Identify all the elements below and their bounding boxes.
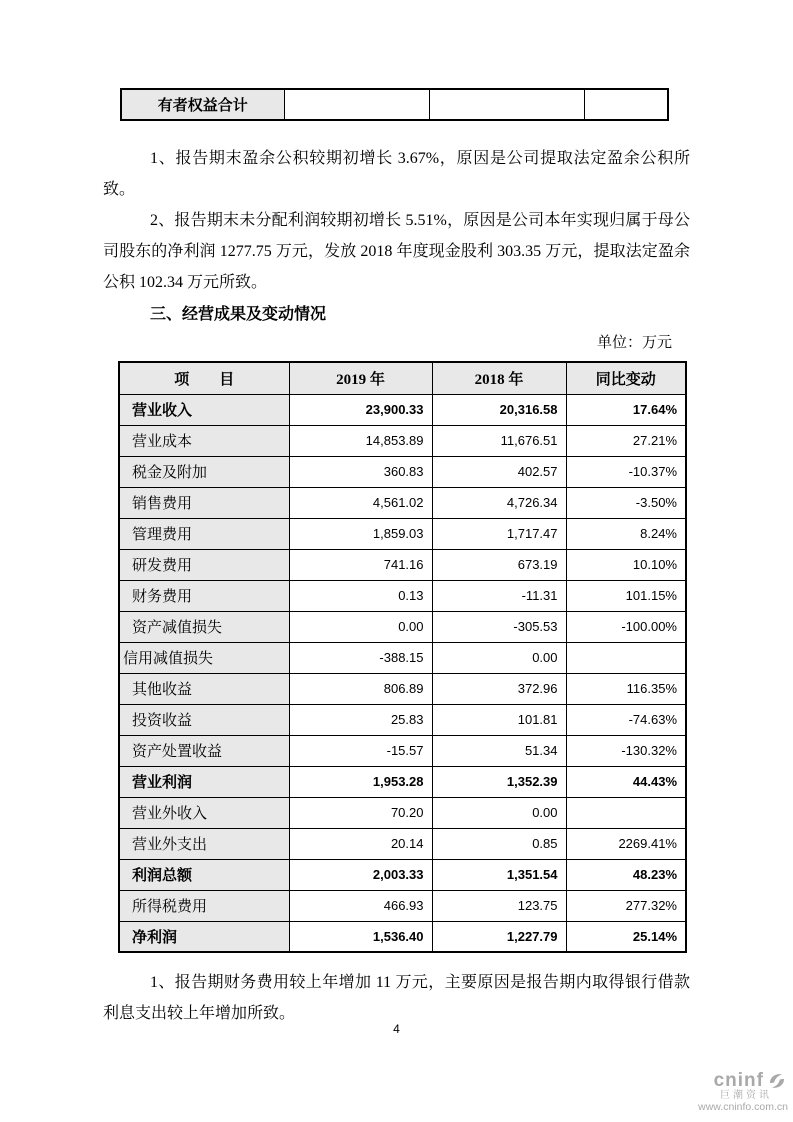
table-row [119,425,686,456]
table-row [119,673,686,704]
value-2019: 806.89 [289,673,432,704]
value-2018: 1,227.79 [432,921,566,952]
value-2018: 0.00 [432,642,566,673]
value-2019: 741.16 [289,549,432,580]
value-2018: 0.85 [432,828,566,859]
value-yoy-change [566,797,686,828]
value-yoy-change: 25.14% [566,921,686,952]
value-yoy-change: -100.00% [566,611,686,642]
header-yoy-change: 同比变动 [566,362,686,394]
row-label: 销售费用 [119,487,289,518]
row-label: 营业收入 [119,394,289,425]
table-row [119,735,686,766]
value-2018: -305.53 [432,611,566,642]
value-yoy-change: 44.43% [566,766,686,797]
row-label: 其他收益 [119,673,289,704]
value-2018: 51.34 [432,735,566,766]
operating-results-table [118,361,687,953]
table-row [119,487,686,518]
page-number: 4 [393,1022,400,1036]
value-2018: 1,717.47 [432,518,566,549]
table-header-row [119,362,686,394]
value-yoy-change: 17.64% [566,394,686,425]
value-2018: 673.19 [432,549,566,580]
row-label: 税金及附加 [119,456,289,487]
row-label: 资产处置收益 [119,735,289,766]
equity-table-fragment [120,88,669,121]
row-label: 投资收益 [119,704,289,735]
row-label: 信用减值损失 [119,642,289,673]
cninfo-subtitle: 巨潮资讯 [720,1090,772,1102]
value-2018: 123.75 [432,890,566,921]
value-yoy-change: 277.32% [566,890,686,921]
row-label: 资产减值损失 [119,611,289,642]
cninfo-swirl-icon [766,1071,788,1091]
header-item: 项 目 [119,362,289,394]
value-2018: 0.00 [432,797,566,828]
table-row [119,642,686,673]
value-2018: 4,726.34 [432,487,566,518]
table-row [119,611,686,642]
row-label: 所得税费用 [119,890,289,921]
value-2019: 1,859.03 [289,518,432,549]
value-2018: -11.31 [432,580,566,611]
value-yoy-change [566,642,686,673]
paragraph-finance-expense-note: 1、报告期财务费用较上年增加 11 万元，主要原因是报告期内取得银行借款利息支出较上年增加所致。 [103,974,690,1022]
header-2019: 2019 年 [289,362,432,394]
value-yoy-change: 116.35% [566,673,686,704]
value-yoy-change: 27.21% [566,425,686,456]
value-yoy-change: 8.24% [566,518,686,549]
row-label: 财务费用 [119,580,289,611]
value-2018: 101.81 [432,704,566,735]
table-row [119,518,686,549]
table-row [119,704,686,735]
row-label: 营业成本 [119,425,289,456]
value-2018: 402.57 [432,456,566,487]
value-yoy-change: -10.37% [566,456,686,487]
value-2019: 0.13 [289,580,432,611]
cninfo-logo [698,1071,788,1114]
value-2019: 466.93 [289,890,432,921]
value-2019: -388.15 [289,642,432,673]
cninfo-brand-text: cninf [713,1069,764,1091]
value-yoy-change: -130.32% [566,735,686,766]
value-yoy-change: 2269.41% [566,828,686,859]
value-2019: 23,900.33 [289,394,432,425]
table-row [119,828,686,859]
unit-label: 单位：万元 [596,335,672,351]
paragraph-surplus-reserve: 1、报告期末盈余公积较期初增长 3.67%，原因是公司提取法定盈余公积所致。 [103,150,690,198]
value-2019: 360.83 [289,456,432,487]
value-2019: 1,953.28 [289,766,432,797]
table-row [119,766,686,797]
table-row [119,456,686,487]
section-heading: 三、经营成果及变动情况 [150,306,327,323]
cninfo-logo-row [698,1071,788,1092]
table-row [119,394,686,425]
row-label: 营业外支出 [119,828,289,859]
value-2019: 0.00 [289,611,432,642]
cninfo-url: www.cninfo.com.cn [698,1101,788,1114]
row-label: 营业外收入 [119,797,289,828]
value-2019: 20.14 [289,828,432,859]
value-2018: 11,676.51 [432,425,566,456]
value-yoy-change: 101.15% [566,580,686,611]
value-2019: 2,003.33 [289,859,432,890]
value-yoy-change: 48.23% [566,859,686,890]
table-row [121,89,668,120]
header-2018: 2018 年 [432,362,566,394]
value-yoy-change: -74.63% [566,704,686,735]
page-content [103,0,690,1029]
value-2019: 25.83 [289,704,432,735]
table-row [119,890,686,921]
empty-cell [584,89,668,120]
row-label: 管理费用 [119,518,289,549]
table-row [119,580,686,611]
value-2019: 1,536.40 [289,921,432,952]
value-2019: 14,853.89 [289,425,432,456]
row-label: 研发费用 [119,549,289,580]
table-row [119,797,686,828]
empty-cell [284,89,429,120]
value-yoy-change: 10.10% [566,549,686,580]
value-2018: 20,316.58 [432,394,566,425]
value-2019: 4,561.02 [289,487,432,518]
value-2019: -15.57 [289,735,432,766]
row-label: 利润总额 [119,859,289,890]
table-row [119,859,686,890]
table-row [119,549,686,580]
paragraph-undistributed-profit: 2、报告期末未分配利润较期初增长 5.51%，原因是公司本年实现归属于母公司股东的净利润 1277.75 万元，发放 2018 年度现金股利 303.35 万元，提取法定盈余公积 102.34 万元所致。 [103,212,690,291]
value-2018: 372.96 [432,673,566,704]
value-2018: 1,351.54 [432,859,566,890]
empty-cell [429,89,584,120]
row-label: 净利润 [119,921,289,952]
table-body [119,394,686,952]
table-row [119,921,686,952]
value-2019: 70.20 [289,797,432,828]
row-label: 有者权益合计 [121,89,284,120]
value-yoy-change: -3.50% [566,487,686,518]
row-label: 营业利润 [119,766,289,797]
value-2018: 1,352.39 [432,766,566,797]
